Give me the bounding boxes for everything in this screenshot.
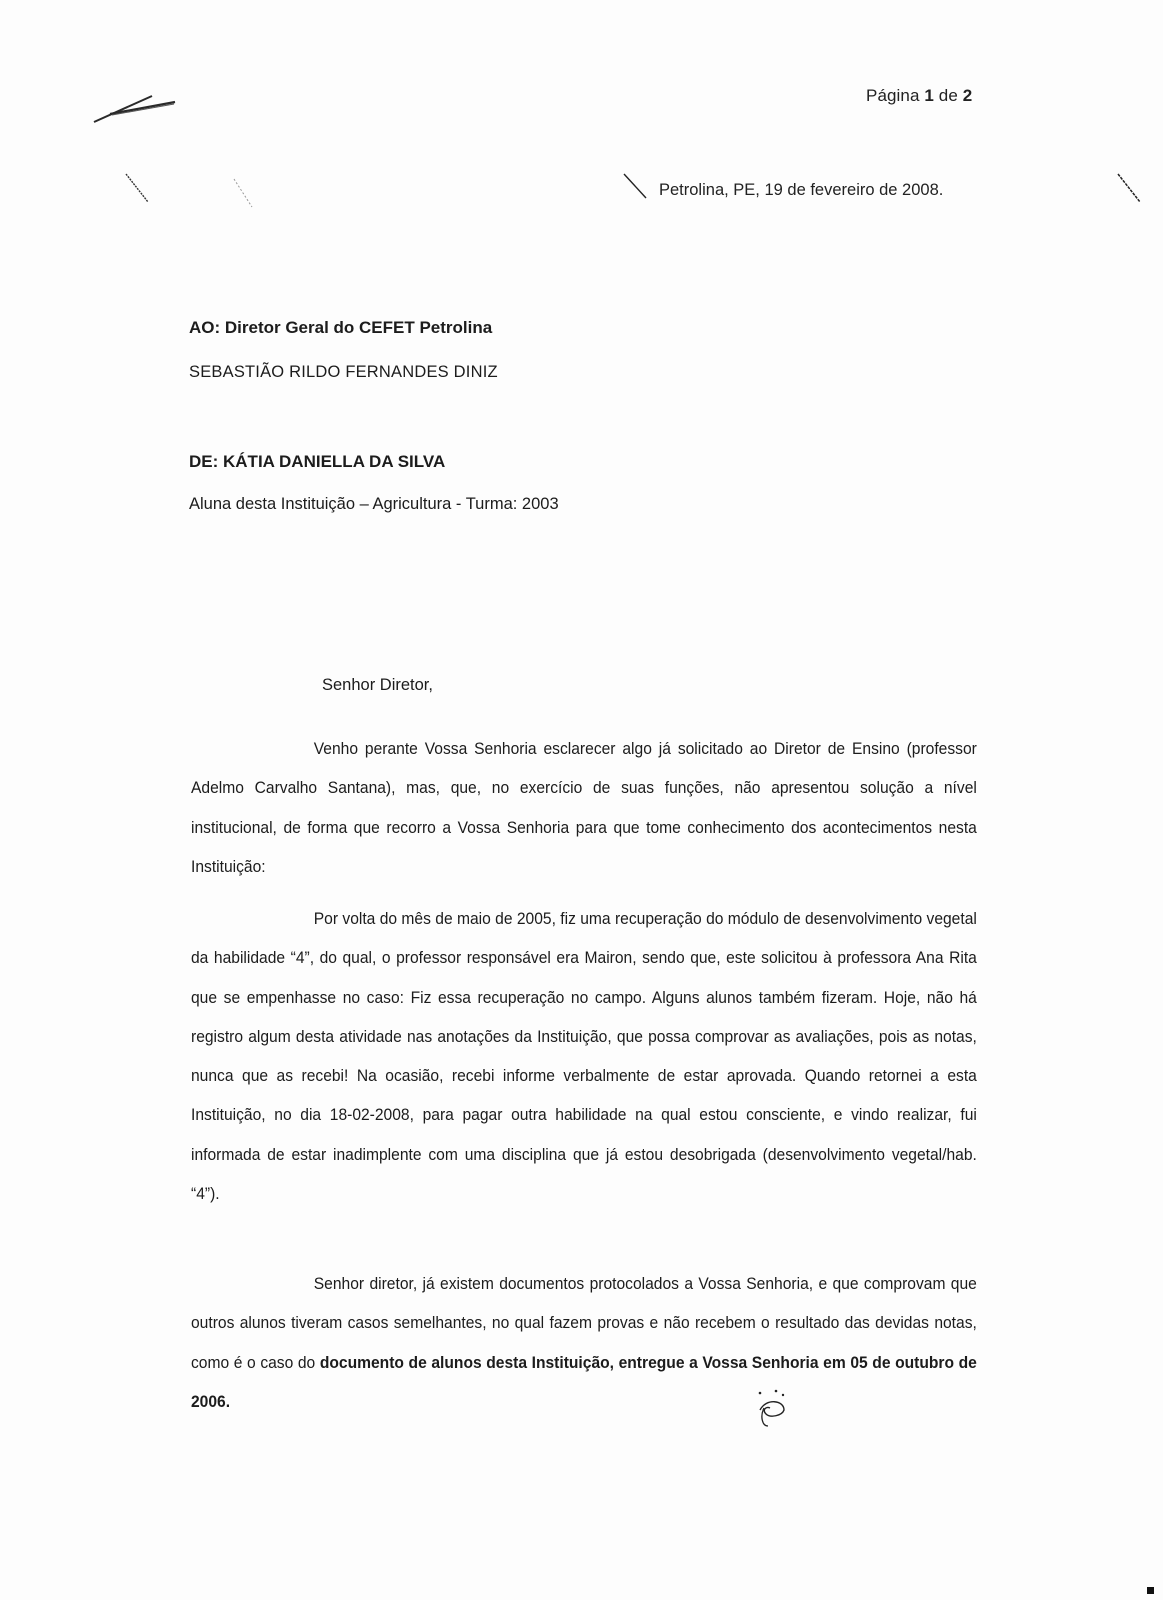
pen-stroke-icon — [90, 88, 190, 128]
scan-artifact-icon — [1110, 168, 1150, 208]
scan-artifact-icon — [120, 168, 160, 208]
salutation: Senhor Diretor, — [322, 676, 433, 694]
body-paragraph-1: Venho perante Vossa Senhoria esclarecer algo já solicitado ao Diretor de Ensino (professor Adelmo Carvalho Santana), mas, que, no exercício de suas funções, não apresentou solução a nível institucional, de forma que recorro a Vossa Senhoria para que tome conhecimento dos acontecimentos nesta Instituição: — [191, 739, 977, 876]
page-total: 2 — [962, 86, 973, 105]
sender-description: Aluna desta Instituição – Agricultura - Turma: 2003 — [189, 495, 559, 513]
scan-artifact-icon — [230, 175, 260, 215]
page-of: de — [938, 86, 958, 105]
body-paragraph-2: Por volta do mês de maio de 2005, fiz uma recuperação do módulo de desenvolvimento vegetal da habilidade “4”, do qual, o professor responsável era Mairon, sendo que, este solicitou à professora Ana Rita que se empenhasse no caso: Fiz essa recuperação no campo. Alguns alunos também fizeram. Hoje, não há registro algum desta atividade nas anotações da Instituição, que possa comprovar as avaliações, pois as notas, nunca que as recebi! Na ocasião, recebi informe verbalmente de estar aprovada. Quando retornei a esta Instituição, no dia 18-02-2008, para pagar outra habilidade na qual estou consciente, e vindo realizar, fui informada de estar inadimplente com uma disciplina que já estou desobrigada (desenvolvimento vegetal/hab. “4”). — [191, 909, 977, 1204]
body-paragraph-3 — [191, 1264, 977, 1421]
place-date: Petrolina, PE, 19 de fevereiro de 2008. — [659, 181, 944, 199]
page-number — [866, 86, 972, 106]
paragraph-3-text: Senhor diretor, já existem documentos protocolados a Vossa Senhoria, e que comprovam que outros alunos tiveram casos semelhantes, no qual fazem provas e não recebem o resultado das devidas notas, como é o caso do — [191, 1274, 977, 1372]
addressee-name: SEBASTIÃO RILDO FERNANDES DINIZ — [189, 363, 498, 381]
page-label: Página — [866, 86, 920, 105]
paragraph-3-emphasis: documento de alunos desta Instituição, entregue a Vossa Senhoria em 05 de outubro de 2006. — [191, 1352, 977, 1411]
scan-artifact-icon — [1145, 1585, 1157, 1597]
page-current: 1 — [924, 86, 934, 105]
sender-name: DE: KÁTIA DANIELLA DA SILVA — [189, 452, 446, 471]
scan-artifact-icon — [618, 168, 658, 208]
addressee-title: AO: Diretor Geral do CEFET Petrolina — [189, 318, 493, 337]
